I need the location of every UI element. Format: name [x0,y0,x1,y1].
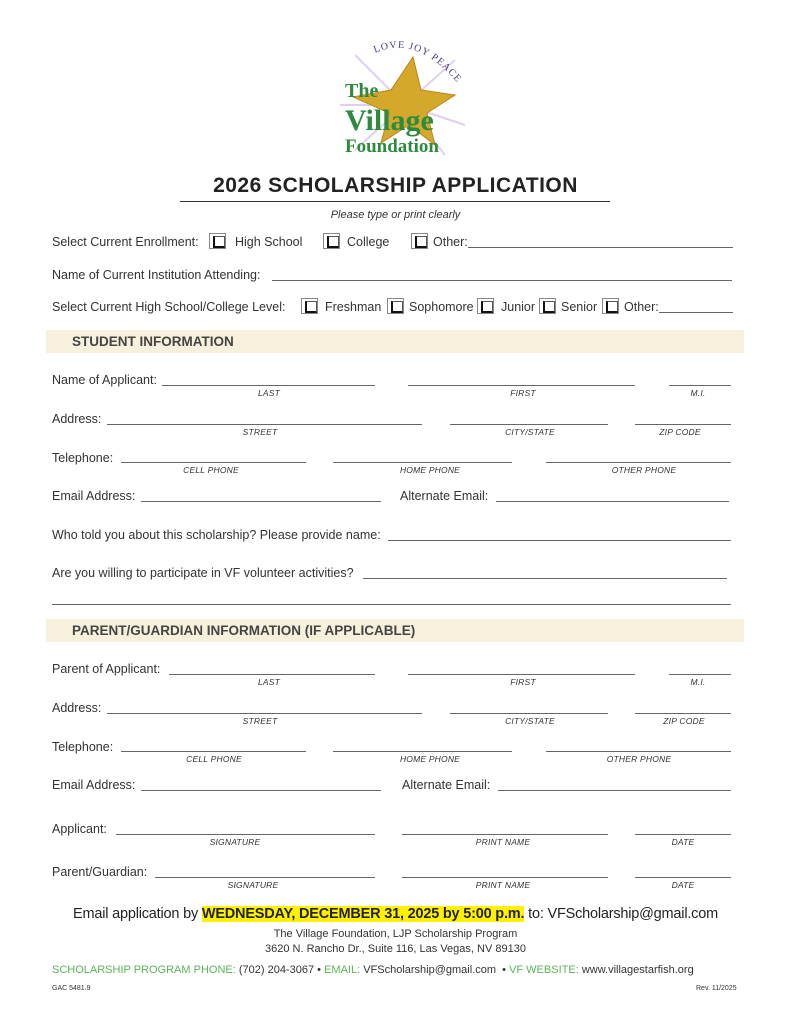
parent-header-text: PARENT/GUARDIAN INFORMATION (IF APPLICABLE) [72,623,416,638]
revision: Rev. 11/2025 [696,985,737,992]
institution-field[interactable] [272,280,732,281]
title-underline [180,201,610,202]
checkbox-other-enrollment[interactable] [411,233,428,249]
sublabel-mi: M.I. [690,677,706,687]
referral-field[interactable] [388,540,731,541]
org-address: 3620 N. Rancho Dr., Suite 116, Las Vegas, NV 89130 [265,943,526,955]
parent-name-label: Parent of Applicant: [52,662,161,676]
sublabel-street: STREET [242,716,278,726]
student-header-text: STUDENT INFORMATION [72,334,234,349]
parent-alt-email-label: Alternate Email: [402,778,491,792]
cell-phone-field[interactable] [121,462,306,463]
email-field[interactable] [141,501,381,502]
first-name-field[interactable] [408,385,635,386]
parent-telephone-label: Telephone: [52,740,114,754]
other-enrollment-field[interactable] [468,247,733,248]
sublabel-city: CITY/STATE [505,716,555,726]
alt-email-label: Alternate Email: [400,489,489,503]
sublabel-date: DATE [671,880,695,890]
parent-section-header [46,619,744,642]
applicant-signature-field[interactable] [116,834,375,835]
parent-cell-field[interactable] [121,751,306,752]
guardian-signature-field[interactable] [155,877,375,878]
mi-field[interactable] [669,385,731,386]
svg-text:Foundation: Foundation [345,136,439,157]
sublabel-cell: CELL PHONE [186,754,242,764]
sublabel-street: STREET [242,427,278,437]
phone-label: SCHOLARSHIP PROGRAM PHONE: [52,964,236,976]
submission-instructions [0,906,791,922]
checkbox-freshman[interactable] [301,298,318,314]
checkbox-sophomore[interactable] [387,298,404,314]
option-senior: Senior [561,300,598,314]
parent-alt-email-field[interactable] [498,790,731,791]
checkbox-college[interactable] [323,233,340,249]
option-high-school: High School [235,235,303,249]
option-junior: Junior [501,300,536,314]
svg-text:The: The [345,80,379,102]
org-name: The Village Foundation, LJP Scholarship Program [273,928,518,940]
page-title: 2026 SCHOLARSHIP APPLICATION [213,174,578,197]
starfish-logo-graphic [335,35,470,160]
home-phone-field[interactable] [333,462,512,463]
email-label: Email Address: [52,489,136,503]
zip-field[interactable] [635,424,731,425]
other-level-field[interactable] [659,312,733,313]
sublabel-signature: SIGNATURE [209,837,261,847]
guardian-print-name-field[interactable] [402,877,608,878]
applicant-print-name-field[interactable] [402,834,608,835]
parent-email-field[interactable] [141,790,381,791]
submission-email: to: VFScholarship@gmail.com [524,906,718,922]
parent-mi-field[interactable] [669,674,731,675]
sublabel-mi: M.I. [690,388,706,398]
referral-label: Who told you about this scholarship? Please provide name: [52,528,381,542]
email-prefix: Email application by [73,906,202,922]
parent-address-label: Address: [52,701,102,715]
website-link[interactable]: www.villagestarfish.org [581,964,694,976]
checkbox-senior[interactable] [539,298,556,314]
applicant-name-label: Name of Applicant: [52,373,157,387]
form-code: GAC 5481.9 [52,985,91,992]
deadline-highlight: WEDNESDAY, DECEMBER 31, 2025 by 5:00 p.m. [201,906,525,922]
parent-email-label: Email Address: [52,778,136,792]
sublabel-first: FIRST [510,677,536,687]
sublabel-last: LAST [257,677,281,687]
svg-text:Village: Village [345,104,434,137]
sublabel-other: OTHER PHONE [606,754,672,764]
guardian-date-field[interactable] [635,877,731,878]
sublabel-print-name: PRINT NAME [475,837,531,847]
city-state-field[interactable] [450,424,608,425]
enrollment-label: Select Current Enrollment: [52,235,199,249]
other-phone-field[interactable] [546,462,731,463]
sublabel-city: CITY/STATE [505,427,555,437]
option-sophomore: Sophomore [409,300,474,314]
alt-email-field[interactable] [496,501,729,502]
sublabel-other: OTHER PHONE [611,465,677,475]
sublabel-print-name: PRINT NAME [475,880,531,890]
checkbox-high-school[interactable] [209,233,226,249]
checkbox-other-level[interactable] [602,298,619,314]
level-label: Select Current High School/College Level: [52,300,286,314]
website-label: VF WEBSITE: [509,964,579,976]
option-other-level: Other: [624,300,659,314]
student-section-header [46,330,744,353]
option-other: Other: [433,235,468,249]
sublabel-home: HOME PHONE [399,465,461,475]
street-field[interactable] [107,424,422,425]
parent-other-phone-field[interactable] [546,751,731,752]
phone-number: (702) 204-3067 [238,964,315,976]
option-freshman: Freshman [325,300,382,314]
last-name-field[interactable] [162,385,375,386]
parent-last-name-field[interactable] [169,674,375,675]
parent-zip-field[interactable] [635,713,731,714]
contact-line: SCHOLARSHIP PROGRAM PHONE: (702) 204-3067 • EMAIL: VFScholarship@gmail.com • VF WEBSITE: www.villagestarfish.org [52,964,694,976]
svg-text:LOVE JOY PEACE: LOVE JOY PEACE [372,39,464,86]
parent-street-field[interactable] [107,713,422,714]
volunteer-field[interactable] [363,578,727,579]
option-college: College [347,235,390,249]
sublabel-zip: ZIP CODE [659,427,701,437]
parent-city-state-field[interactable] [450,713,608,714]
sublabel-home: HOME PHONE [399,754,461,764]
sublabel-signature: SIGNATURE [227,880,279,890]
parent-first-name-field[interactable] [408,674,635,675]
applicant-date-field[interactable] [635,834,731,835]
volunteer-label: Are you willing to participate in VF volunteer activities? [52,566,354,580]
logo [335,35,470,160]
sublabel-date: DATE [671,837,695,847]
institution-label: Name of Current Institution Attending: [52,268,261,282]
subtitle: Please type or print clearly [330,209,461,221]
sublabel-first: FIRST [510,388,536,398]
telephone-label: Telephone: [52,451,114,465]
volunteer-field-extra[interactable] [52,604,731,605]
parent-home-field[interactable] [333,751,512,752]
address-label: Address: [52,412,102,426]
sublabel-cell: CELL PHONE [183,465,239,475]
email-label-footer: EMAIL: [324,964,361,976]
checkbox-junior[interactable] [477,298,494,314]
sublabel-last: LAST [257,388,281,398]
footer-email-link[interactable]: VFScholarship@gmail.com [363,964,497,976]
sublabel-zip: ZIP CODE [663,716,705,726]
applicant-signature-label: Applicant: [52,822,107,836]
guardian-signature-label: Parent/Guardian: [52,865,148,879]
